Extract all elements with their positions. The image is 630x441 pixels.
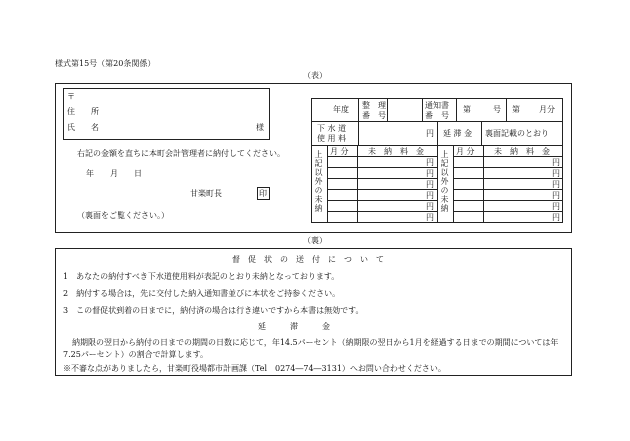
- month-col-left: 月 分: [330, 147, 349, 156]
- yen-cell: 円: [426, 158, 434, 167]
- late-text-1: 納期限の翌日から納付の日までの期間の日数に応じて，年14.5パーセント（納期限の翌日から1月を経過する日までの期間については年: [72, 338, 559, 347]
- yen-cell: 円: [552, 213, 560, 222]
- month-col-right: 月 分: [456, 147, 475, 156]
- fee-label: 下 水 道 使 用 料: [317, 124, 347, 143]
- month-label: 月分: [539, 105, 555, 114]
- late-heading: 延 滞 金: [258, 322, 330, 331]
- back-item-2: 2 納付する場合は，先に交付した納入通知書並びに本状をご持参ください。: [63, 289, 341, 298]
- side-label-right: 上記以外の未納: [440, 150, 449, 213]
- date-text: 年 月 日: [86, 169, 142, 178]
- form-id: 様式第15号（第20条関係）: [55, 59, 156, 68]
- go-label: 号: [493, 105, 501, 114]
- dai2-label: 第: [512, 105, 520, 114]
- contact-text: ※不審な点がありましたら，甘楽町役場都市計画課（Tel 0274―74―3131）へお問い合わせください。: [63, 364, 446, 373]
- see-back: （裏面をご覧ください。）: [77, 211, 169, 220]
- fee-yen: 円: [426, 129, 434, 138]
- yen-cell: 円: [426, 213, 434, 222]
- back-label: （裏）: [303, 236, 327, 245]
- unpaid-col-left: 未 納 料 金: [368, 147, 424, 156]
- nendo-label: 年度: [333, 105, 349, 114]
- back-item-3: 3 この督促状到着の日までに，納付済の場合は行き違いですから本書は無効です。: [63, 306, 364, 315]
- honorific: 様: [256, 123, 264, 132]
- side-label-left: 上記以外の未納: [314, 150, 323, 213]
- notice-no-label: 通知書 番 号: [425, 101, 449, 120]
- yen-cell: 円: [552, 158, 560, 167]
- yen-cell: 円: [426, 180, 434, 189]
- yen-cell: 円: [552, 202, 560, 211]
- front-label: （表）: [303, 71, 327, 80]
- yen-cell: 円: [552, 180, 560, 189]
- seal-mark: 印: [259, 189, 267, 198]
- yen-cell: 円: [552, 169, 560, 178]
- yen-cell: 円: [426, 202, 434, 211]
- name-label: 氏 名: [67, 123, 99, 132]
- postal-mark: 〒: [67, 92, 75, 101]
- unpaid-col-right: 未 納 料 金: [494, 147, 550, 156]
- back-heading: 督 促 状 の 送 付 に つ い て: [232, 255, 384, 264]
- yen-cell: 円: [426, 191, 434, 200]
- late-fee-label: 延 滞 金: [443, 129, 473, 138]
- mayor-title: 甘楽町長: [190, 189, 222, 198]
- back-item-1: 1 あなたの納付すべき下水道使用料が表記のとおり未納となっております。: [63, 272, 340, 281]
- seiri-no-label: 整 理 番 号: [362, 101, 386, 120]
- address-label: 住 所: [67, 107, 99, 116]
- yen-cell: 円: [426, 169, 434, 178]
- back-ref: 裏面記載のとおり: [485, 129, 549, 138]
- request-text: 右記の金額を直ちに本町会計管理者に納付してください。: [77, 149, 285, 158]
- dai-label: 第: [463, 105, 471, 114]
- late-text-2: 7.25パーセント）の割合で計算します。: [63, 350, 209, 359]
- yen-cell: 円: [552, 191, 560, 200]
